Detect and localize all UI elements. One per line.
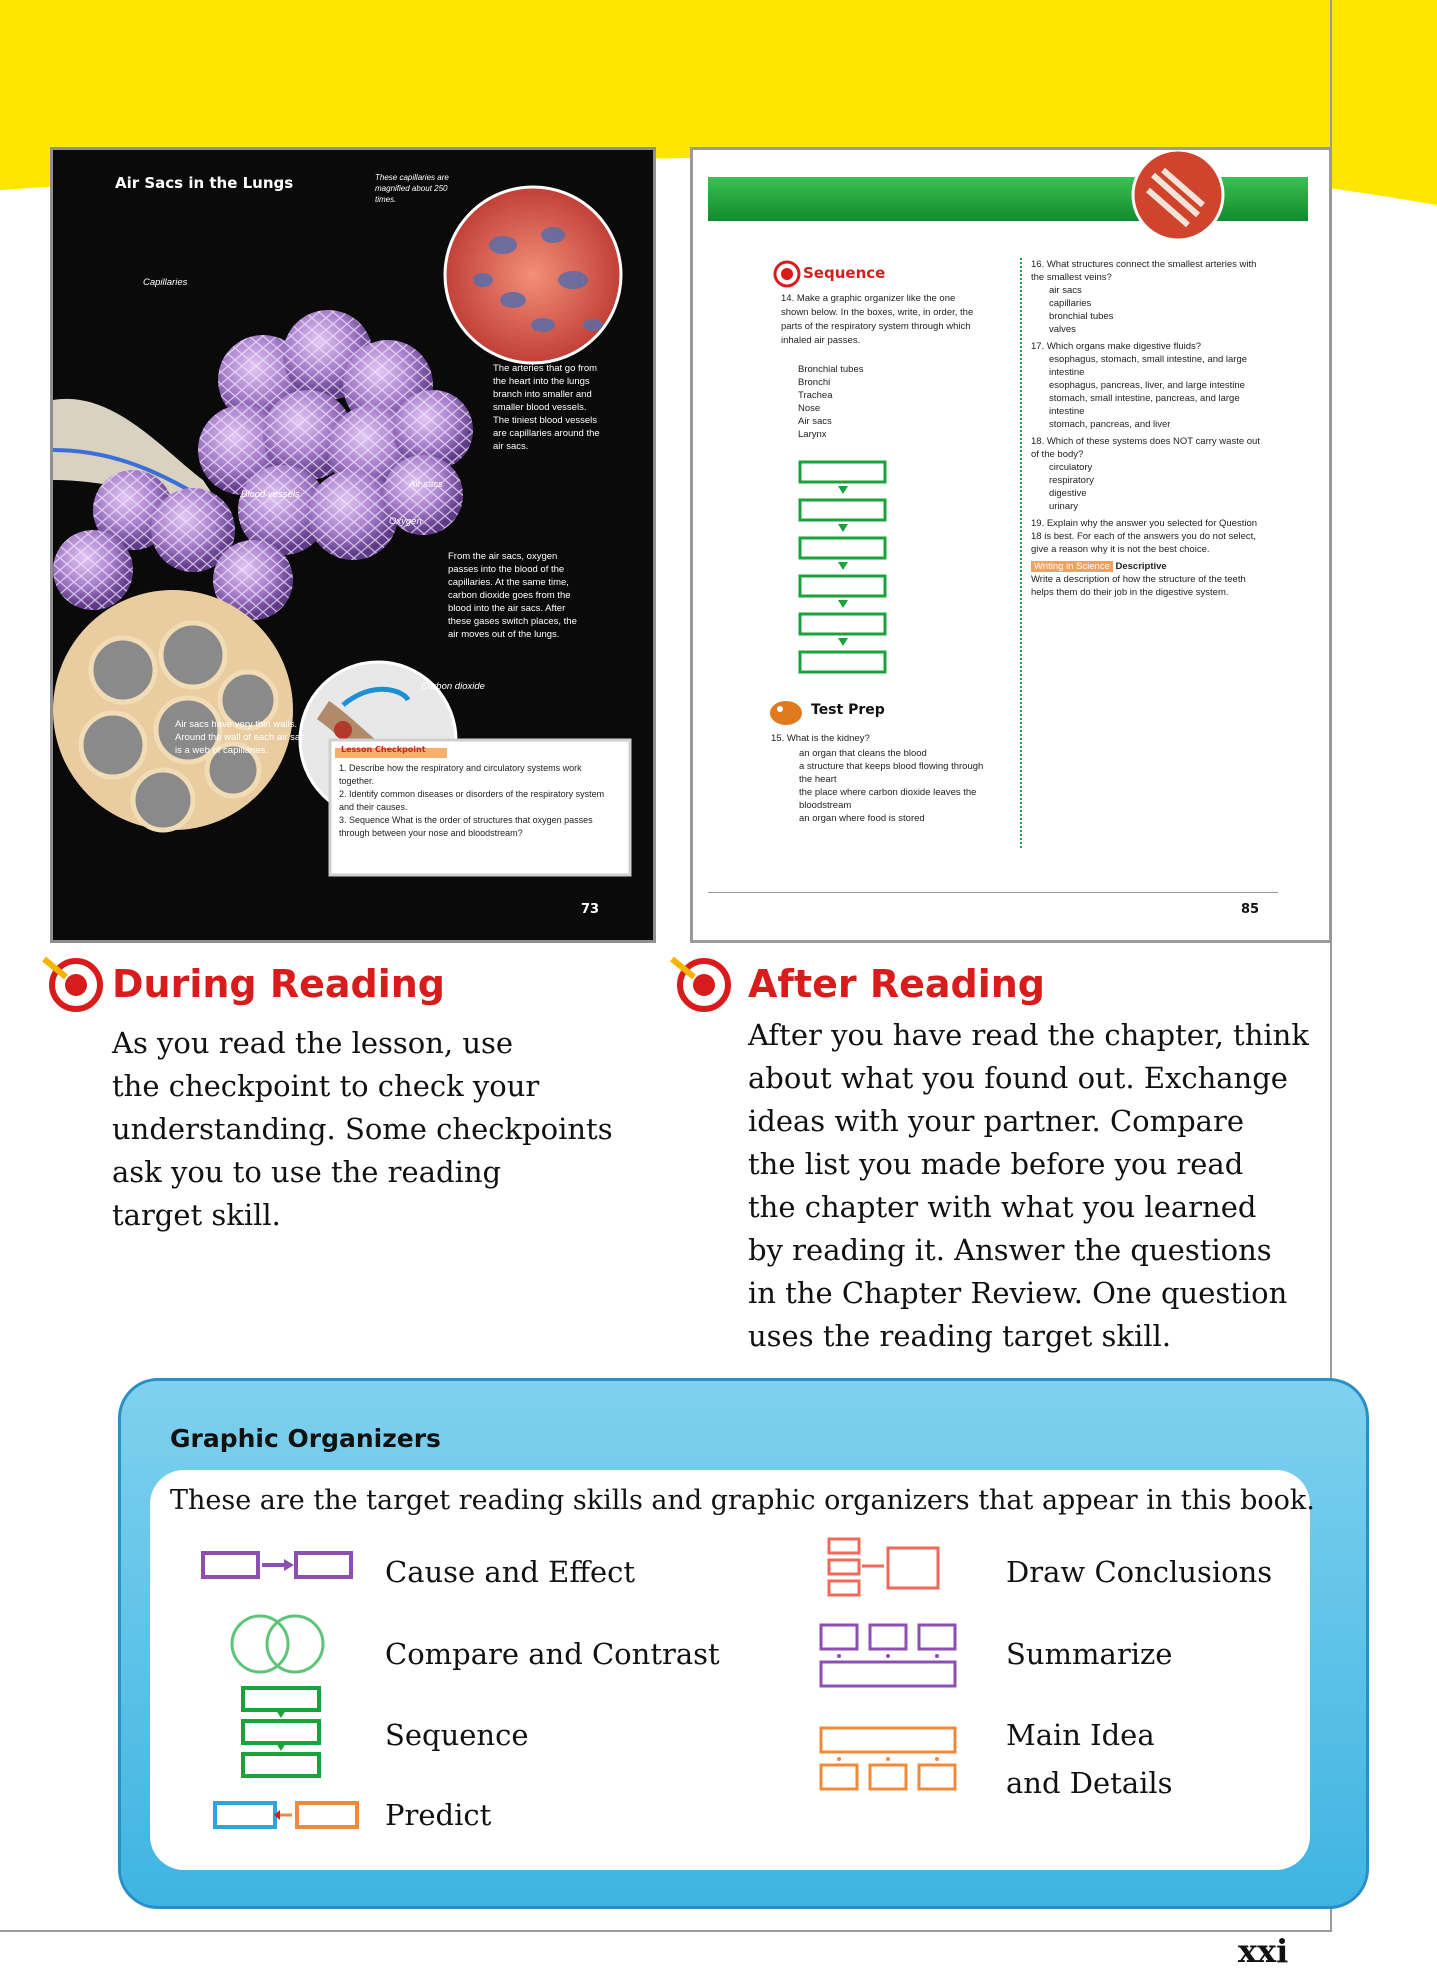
graphic-organizers-title: Graphic Organizers	[170, 1424, 441, 1453]
text-line: the checkpoint to check your	[112, 1069, 540, 1103]
capillary-magnified	[445, 187, 621, 363]
after-reading-heading: After Reading	[748, 962, 1046, 1006]
review-page-thumbnail	[690, 147, 1332, 943]
label-blood-vessels: Blood vessels	[241, 489, 300, 500]
list-item: Bronchial tubes	[798, 364, 864, 375]
q14-list	[798, 363, 863, 441]
text-line: understanding. Some checkpoints	[112, 1112, 613, 1146]
caption-oxygen: From the air sacs, oxygen passes into the blood of the capillaries. At the same time, carbon dioxide goes from the blood into the air sacs. After these gases switch places, the air moves out of the lungs.	[448, 551, 577, 640]
question-18: 18. Which of these systems does NOT carry waste out of the body?	[1031, 436, 1260, 460]
sequence-organizer	[798, 460, 893, 675]
column-divider	[1020, 258, 1022, 848]
test-prep-icon	[768, 695, 808, 727]
target-arrow-icon	[42, 955, 108, 1013]
label-capillaries: Capillaries	[143, 277, 188, 288]
question-14: 14. Make a graphic organizer like the one shown below. In the boxes, write, in order, the parts of the respiratory system through which inhaled air passes.	[781, 293, 974, 346]
option: an organ where food is stored	[799, 813, 925, 824]
test-prep-heading: Test Prep	[811, 702, 885, 718]
option: respiratory	[1049, 475, 1094, 486]
organizer-label: and Details	[1006, 1766, 1173, 1800]
during-reading-heading: During Reading	[112, 962, 446, 1006]
organizer-label: Summarize	[1006, 1637, 1173, 1671]
draw-conclusions-icon	[826, 1536, 946, 1600]
figure-title: Air Sacs in the Lungs	[115, 174, 294, 192]
question-20: Write a description of how the structure of the teeth helps them do their job in the digestive system.	[1031, 574, 1246, 598]
text-line: As you read the lesson, use	[112, 1026, 514, 1060]
text-line: about what you found out. Exchange	[748, 1061, 1288, 1095]
sequence-icon	[240, 1685, 325, 1781]
text-line: the list you made before you read	[748, 1147, 1244, 1181]
caption-walls: Air sacs have very thin walls. Around the wall of each air sac is a web of capillaries.	[175, 719, 305, 756]
graphic-organizers-intro: These are the target reading skills and graphic organizers that appear in this book.	[170, 1485, 1315, 1516]
questions-16-20	[1031, 258, 1266, 599]
text-line: After you have read the chapter, think	[748, 1018, 1309, 1052]
checkpoint-item: 3. Sequence What is the order of structures that oxygen passes through between your nose and bloodstream?	[339, 815, 593, 838]
footer-rule	[708, 892, 1278, 893]
option: air sacs	[1049, 285, 1082, 296]
text-line: ideas with your partner. Compare	[748, 1104, 1244, 1138]
predict-icon	[212, 1800, 362, 1832]
air-sac-cross-section	[53, 590, 293, 830]
question-16: 16. What structures connect the smallest arteries with the smallest veins?	[1031, 259, 1257, 283]
text-line: the chapter with what you learned	[748, 1190, 1257, 1224]
main-idea-details-icon	[818, 1725, 963, 1793]
summarize-icon	[818, 1622, 963, 1690]
list-item: Bronchi	[798, 377, 831, 388]
option: esophagus, pancreas, liver, and large intestine	[1049, 380, 1245, 391]
magnification-note: These capillaries are magnified about 250 times.	[375, 173, 449, 204]
option: stomach, small intestine, pancreas, and large intestine	[1049, 393, 1240, 417]
option: bronchial tubes	[1049, 311, 1114, 322]
lesson-page-thumbnail	[50, 147, 656, 943]
page-folio: xxi	[1238, 1932, 1289, 1970]
option: the place where carbon dioxide leaves the bloodstream	[799, 787, 977, 811]
label-air-sacs: Air sacs	[409, 479, 443, 490]
caption-arteries: The arteries that go from the heart into the lungs branch into smaller and smaller blood vessels. The tiniest blood vessels are capillaries around the air sacs.	[493, 363, 600, 452]
text-line: ask you to use the reading	[112, 1155, 502, 1189]
option: valves	[1049, 324, 1076, 335]
text-line: target skill.	[112, 1198, 281, 1232]
option: stomach, pancreas, and liver	[1049, 419, 1171, 430]
question-15: 15. What is the kidney?	[771, 733, 870, 744]
text-line: uses the reading target skill.	[748, 1319, 1172, 1353]
option: urinary	[1049, 501, 1079, 512]
target-arrow-icon	[670, 955, 736, 1013]
page-number-73: 73	[581, 902, 600, 917]
header-photo	[1123, 150, 1233, 250]
checkpoint-item: 1. Describe how the respiratory and circulatory systems work together.	[339, 763, 582, 786]
target-icon	[773, 260, 801, 288]
checkpoint-title: Lesson Checkpoint	[341, 745, 426, 754]
option: esophagus, stomach, small intestine, and large intestine	[1049, 354, 1248, 378]
option: digestive	[1049, 488, 1087, 499]
q15-options	[799, 747, 999, 825]
cause-effect-icon	[200, 1550, 360, 1582]
organizer-label: Main Idea	[1006, 1718, 1155, 1752]
text-line: by reading it. Answer the questions	[748, 1233, 1272, 1267]
question-19: 19. Explain why the answer you selected for Question 18 is best. For each of the answers you do not select, give a reason why it is not the best choice.	[1031, 518, 1258, 555]
text-line: in the Chapter Review. One question	[748, 1276, 1288, 1310]
list-item: Nose	[798, 403, 821, 414]
compare-contrast-icon	[225, 1612, 335, 1676]
after-reading-text	[748, 1014, 1328, 1358]
checkpoint-list	[339, 762, 619, 840]
option: a structure that keeps blood flowing through the heart	[799, 761, 984, 785]
list-item: Trachea	[798, 390, 833, 401]
checkpoint-item: 2. Identify common diseases or disorders of the respiratory system and their causes.	[339, 789, 605, 812]
organizer-label: Compare and Contrast	[385, 1637, 720, 1671]
option: circulatory	[1049, 462, 1093, 473]
organizer-label: Predict	[385, 1798, 492, 1832]
question-17: 17. Which organs make digestive fluids?	[1031, 341, 1202, 352]
footer-rule	[0, 1930, 1330, 1932]
descriptive-label: Descriptive	[1115, 561, 1167, 572]
page-number-85: 85	[1241, 902, 1260, 917]
organizer-label: Draw Conclusions	[1006, 1555, 1273, 1589]
organizer-label: Cause and Effect	[385, 1555, 635, 1589]
writing-tag: Writing in Science	[1031, 561, 1113, 572]
organizer-label: Sequence	[385, 1718, 529, 1752]
option: capillaries	[1049, 298, 1092, 309]
sequence-heading: Sequence	[803, 264, 886, 282]
option: an organ that cleans the blood	[799, 748, 927, 759]
during-reading-text	[112, 1022, 672, 1237]
label-oxygen: Oxygen	[389, 516, 422, 527]
list-item: Larynx	[798, 429, 827, 440]
list-item: Air sacs	[798, 416, 832, 427]
label-carbon-dioxide: Carbon dioxide	[421, 681, 485, 692]
